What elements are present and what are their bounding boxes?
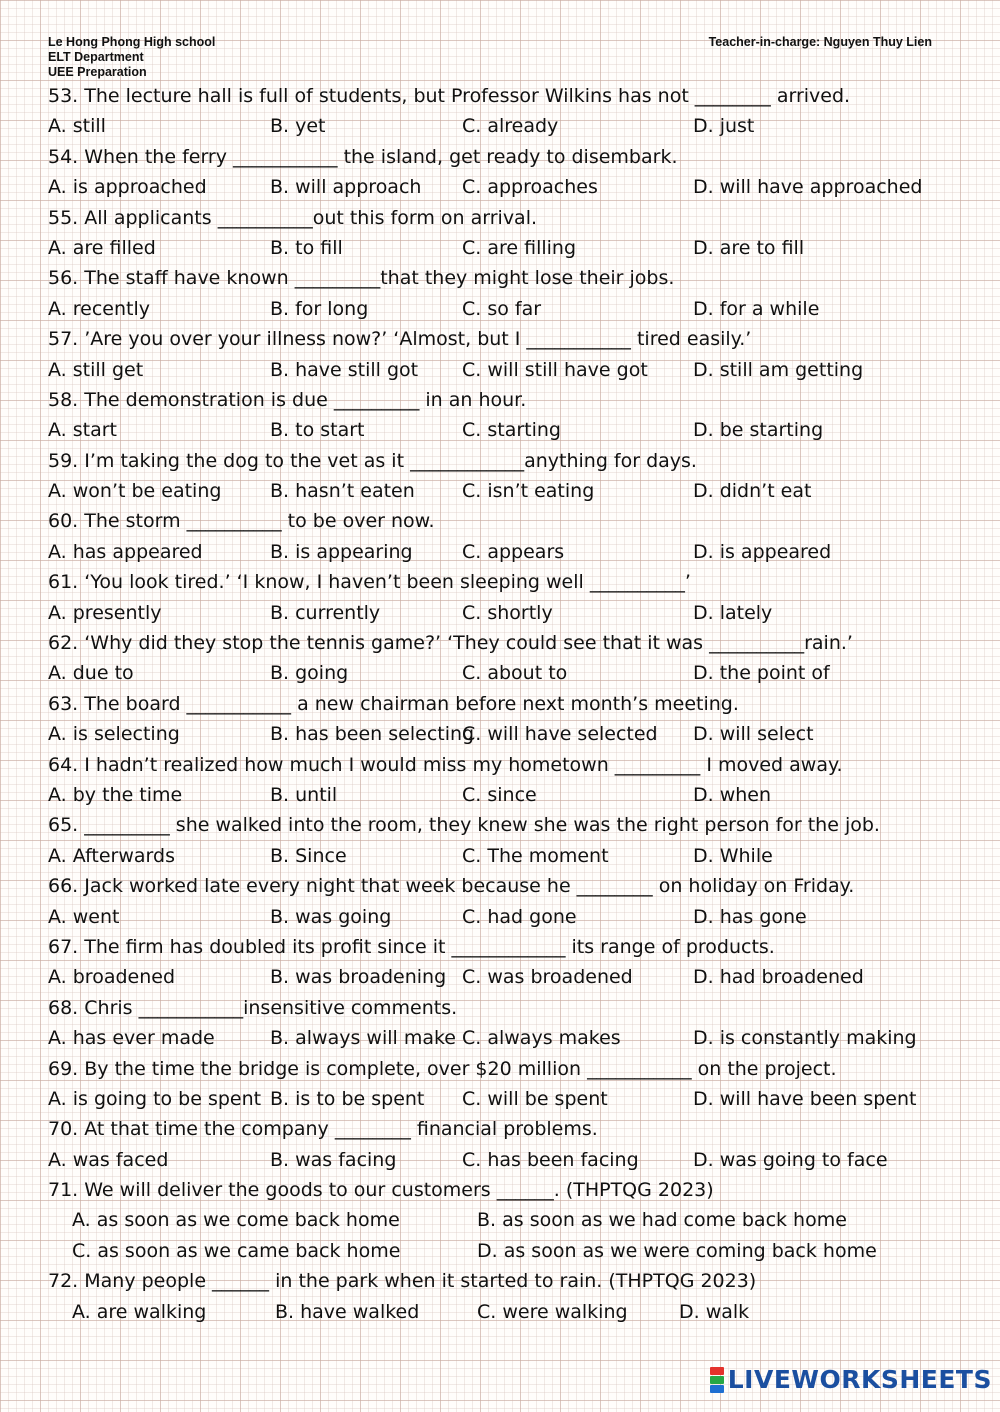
answer-option[interactable]: A. due to <box>48 662 134 685</box>
question-stem: 57. ’Are you over your illness now?’ ‘Almost, but I ___________ tired easily.’ <box>48 328 752 351</box>
answer-option[interactable]: B. have walked <box>275 1300 420 1323</box>
answer-option[interactable]: A. are filled <box>48 236 156 259</box>
answer-option[interactable]: A. presently <box>48 601 162 624</box>
options-row <box>0 1145 1000 1175</box>
answer-option[interactable]: B. as soon as we had come back home <box>477 1209 847 1232</box>
answer-option[interactable]: C. shortly <box>462 601 553 624</box>
answer-option[interactable]: D. is appeared <box>693 540 832 563</box>
answer-option[interactable]: B. hasn’t eaten <box>270 480 415 503</box>
answer-option[interactable]: A. start <box>48 419 117 442</box>
answer-option[interactable]: D. when <box>693 783 772 806</box>
question-stem: 65. _________ she walked into the room, they knew she was the right person for the job. <box>48 814 880 837</box>
teacher-name: Teacher-in-charge: Nguyen Thuy Lien <box>708 35 932 49</box>
answer-option[interactable]: B. was broadening <box>270 966 447 989</box>
answer-option[interactable]: D. as soon as we were coming back home <box>477 1239 877 1262</box>
answer-option[interactable]: C. already <box>462 115 559 138</box>
question-stem: 59. I’m taking the dog to the vet as it ____________anything for days. <box>48 449 697 472</box>
answer-option[interactable]: A. went <box>48 905 120 928</box>
answer-option[interactable]: C. had gone <box>462 905 577 928</box>
answer-option[interactable]: D. has gone <box>693 905 807 928</box>
answer-option[interactable]: C. as soon as we came back home <box>72 1239 401 1262</box>
answer-option[interactable]: C. was broadened <box>462 966 633 989</box>
answer-option[interactable]: D. be starting <box>693 419 824 442</box>
answer-option[interactable]: A. was faced <box>48 1148 169 1171</box>
options-row <box>0 1023 1000 1053</box>
answer-option[interactable]: D. for a while <box>693 297 820 320</box>
options-row <box>0 355 1000 385</box>
question-stem: 71. We will deliver the goods to our customers ______. (THPTQG 2023) <box>48 1179 714 1202</box>
question-stem: 55. All applicants __________out this form on arrival. <box>48 206 538 229</box>
options-row <box>0 294 1000 324</box>
question-stem: 67. The firm has doubled its profit since it ____________ its range of products. <box>48 935 775 958</box>
answer-option[interactable]: C. about to <box>462 662 568 685</box>
answer-option[interactable]: D. will have been spent <box>693 1087 917 1110</box>
answer-option[interactable]: B. for long <box>270 297 369 320</box>
answer-option[interactable]: C. always makes <box>462 1027 621 1050</box>
options-row <box>0 1084 1000 1114</box>
answer-option[interactable]: C. approaches <box>462 176 598 199</box>
answer-option[interactable]: B. currently <box>270 601 381 624</box>
answer-option[interactable]: C. so far <box>462 297 542 320</box>
answer-option[interactable]: D. didn’t eat <box>693 480 812 503</box>
question-stem: 54. When the ferry ___________ the island, get ready to disembark. <box>48 145 678 168</box>
answer-option[interactable]: D. While <box>693 844 773 867</box>
answer-option[interactable]: A. are walking <box>72 1300 207 1323</box>
question-stem: 61. ‘You look tired.’ ‘I know, I haven’t been sleeping well __________’ <box>48 571 691 594</box>
answer-option[interactable]: A. has ever made <box>48 1027 215 1050</box>
answer-option[interactable]: A. is selecting <box>48 723 180 746</box>
answer-option[interactable]: B. have still got <box>270 358 419 381</box>
answer-option[interactable]: B. yet <box>270 115 326 138</box>
logo-text: LIVEWORKSHEETS <box>727 1365 992 1394</box>
question-stem: 64. I hadn’t realized how much I would miss my hometown _________ I moved away. <box>48 753 843 776</box>
answer-option[interactable]: D. was going to face <box>693 1148 888 1171</box>
answer-option[interactable]: D. had broadened <box>693 966 864 989</box>
question-stem: 53. The lecture hall is full of students, but Professor Wilkins has not ________ arrived. <box>48 85 851 107</box>
answer-option[interactable]: C. will be spent <box>462 1087 608 1110</box>
document-header-left <box>48 35 215 80</box>
answer-option[interactable]: A. by the time <box>48 783 183 806</box>
question-stem: 72. Many people ______ in the park when it started to rain. (THPTQG 2023) <box>48 1270 757 1293</box>
answer-option[interactable]: C. The moment <box>462 844 609 867</box>
options-row <box>0 902 1000 932</box>
answer-option[interactable]: A. still get <box>48 358 144 381</box>
answer-option[interactable]: D. will select <box>693 723 814 746</box>
answer-option[interactable]: C. were walking <box>477 1300 628 1323</box>
answer-option[interactable]: A. is going to be spent <box>48 1087 262 1110</box>
answer-option[interactable]: C. isn’t eating <box>462 480 595 503</box>
answer-option[interactable]: B. is to be spent <box>270 1087 425 1110</box>
answer-option[interactable]: A. won’t be eating <box>48 480 222 503</box>
answer-option[interactable]: C. starting <box>462 419 561 442</box>
options-row <box>0 476 1000 506</box>
answer-option[interactable]: D. still am getting <box>693 358 864 381</box>
options-row <box>0 598 1000 628</box>
course-name: UEE Preparation <box>48 65 147 79</box>
answer-option[interactable]: B. was facing <box>270 1148 397 1171</box>
question-stem: 60. The storm __________ to be over now. <box>48 510 435 533</box>
answer-option[interactable]: A. broadened <box>48 966 176 989</box>
question-stem: 56. The staff have known _________that they might lose their jobs. <box>48 267 675 290</box>
liveworksheets-logo <box>710 1365 992 1394</box>
question-stem: 70. At that time the company ________ financial problems. <box>48 1118 598 1141</box>
options-row <box>0 658 1000 688</box>
options-row <box>0 233 1000 263</box>
options-row <box>0 172 1000 202</box>
answer-option[interactable]: A. Afterwards <box>48 844 175 867</box>
answer-option[interactable]: B. going <box>270 662 349 685</box>
answer-option[interactable]: D. lately <box>693 601 773 624</box>
options-row <box>0 962 1000 992</box>
answer-option[interactable]: D. walk <box>679 1300 750 1323</box>
options-row <box>0 537 1000 567</box>
answer-option[interactable]: A. still <box>48 115 106 138</box>
answer-option[interactable]: C. has been facing <box>462 1148 639 1171</box>
school-name: Le Hong Phong High school <box>48 35 216 49</box>
answer-option[interactable]: D. just <box>693 115 755 138</box>
options-row <box>0 1205 1000 1235</box>
options-row <box>0 1297 1000 1327</box>
answer-option[interactable]: B. Since <box>270 844 347 867</box>
logo-icon <box>710 1367 724 1393</box>
question-stem: 62. ‘Why did they stop the tennis game?’ ‘They could see that it was __________rain.’ <box>48 632 853 655</box>
answer-option[interactable]: B. to fill <box>270 236 343 259</box>
answer-option[interactable]: C. since <box>462 783 537 806</box>
answer-option[interactable]: C. appears <box>462 540 565 563</box>
options-row <box>0 111 1000 141</box>
options-row <box>0 719 1000 749</box>
answer-option[interactable]: A. as soon as we come back home <box>72 1209 400 1232</box>
question-stem: 58. The demonstration is due _________ in an hour. <box>48 388 527 411</box>
answer-option[interactable]: B. was going <box>270 905 392 928</box>
department-name: ELT Department <box>48 50 144 64</box>
question-list <box>0 81 1000 1327</box>
question-stem: 69. By the time the bridge is complete, over $20 million ___________ on the project. <box>48 1057 837 1080</box>
answer-option[interactable]: A. is approached <box>48 176 207 199</box>
answer-option[interactable]: A. has appeared <box>48 540 203 563</box>
question-stem: 66. Jack worked late every night that week because he ________ on holiday on Friday. <box>48 875 855 898</box>
answer-option[interactable]: C. will still have got <box>462 358 648 381</box>
answer-option[interactable]: B. will approach <box>270 176 422 199</box>
answer-option[interactable]: B. to start <box>270 419 365 442</box>
options-row <box>0 780 1000 810</box>
options-row <box>0 415 1000 445</box>
answer-option[interactable]: D. the point of <box>693 662 830 685</box>
options-row <box>0 1236 1000 1266</box>
answer-option[interactable]: D. are to fill <box>693 236 805 259</box>
answer-option[interactable]: C. are filling <box>462 236 577 259</box>
answer-option[interactable]: B. is appearing <box>270 540 413 563</box>
answer-option[interactable]: A. recently <box>48 297 150 320</box>
answer-option[interactable]: B. always will make <box>270 1027 456 1050</box>
answer-option[interactable]: B. until <box>270 783 338 806</box>
answer-option[interactable]: D. will have approached <box>693 176 923 199</box>
answer-option[interactable]: D. is constantly making <box>693 1027 917 1050</box>
question-stem: 68. Chris ___________insensitive comments. <box>48 996 458 1019</box>
answer-option[interactable]: C. will have selected <box>462 723 658 746</box>
answer-option[interactable]: B. has been selecting <box>270 723 475 746</box>
options-row <box>0 841 1000 871</box>
question-stem: 63. The board ___________ a new chairman before next month’s meeting. <box>48 692 739 715</box>
